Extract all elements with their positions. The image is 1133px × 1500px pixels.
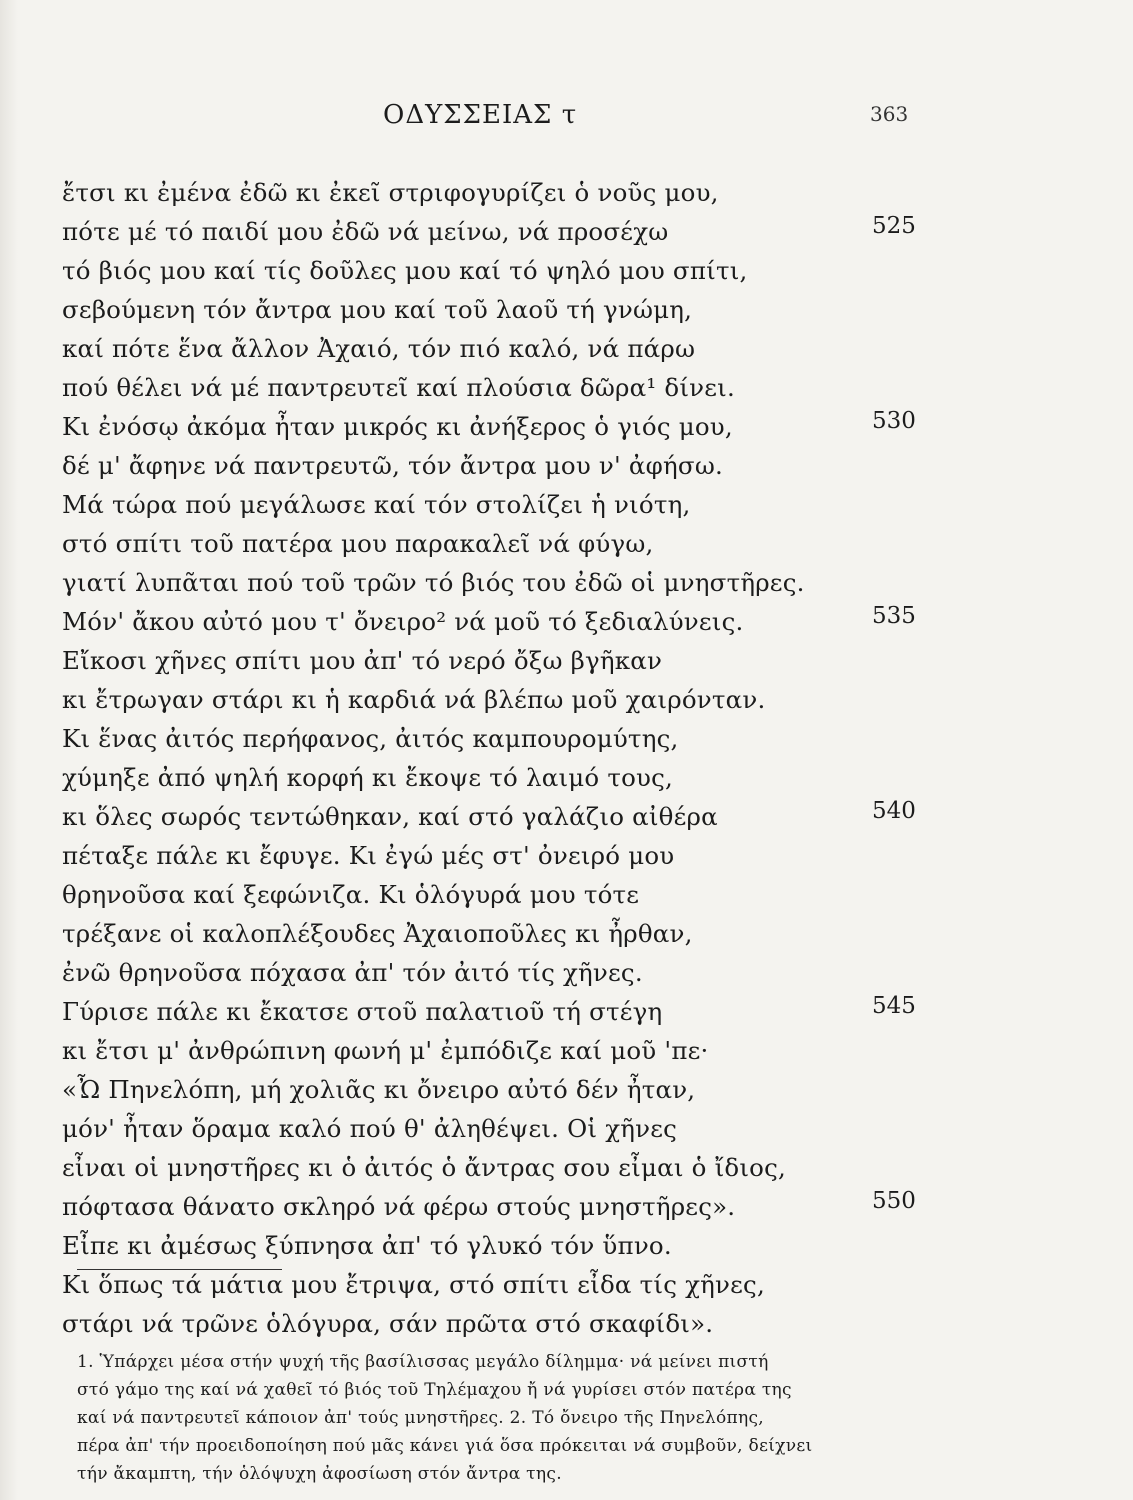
verse-line: χύμηξε ἀπό ψηλή κορφή κι ἔκοψε τό λαιμό τους, xyxy=(62,763,674,792)
page-edge xyxy=(0,0,18,1500)
verse-line: στάρι νά τρῶνε ὁλόγυρα, σάν πρῶτα στό σκαφίδι». xyxy=(62,1309,714,1338)
verse-line: ἔτσι κι ἐμένα ἐδῶ κι ἐκεῖ στριφογυρίζει ὁ νοῦς μου, xyxy=(62,178,719,207)
verse-line: Μόν' ἄκου αὐτό μου τ' ὄνειρο² νά μοῦ τό ξεδιαλύνεις. xyxy=(62,607,744,636)
verse-line: Μά τώρα πού μεγάλωσε καί τόν στολίζει ἡ νιότη, xyxy=(62,490,691,519)
verse-line: θρηνοῦσα καί ξεφώνιζα. Κι ὁλόγυρά μου τότε xyxy=(62,880,640,909)
verse-line: Κι ἐνόσῳ ἀκόμα ἦταν μικρός κι ἀνήξερος ὁ γιός μου, xyxy=(62,412,733,441)
line-number: 550 xyxy=(872,1188,916,1214)
line-number: 545 xyxy=(872,993,916,1019)
verse-line: πού θέλει νά μέ παντρευτεῖ καί πλούσια δῶρα¹ δίνει. xyxy=(62,373,735,402)
line-number: 530 xyxy=(872,408,916,434)
verse-line: κι ἔτρωγαν στάρι κι ἡ καρδιά νά βλέπω μοῦ χαιρόνταν. xyxy=(62,685,766,714)
verse-line: τό βιός μου καί τίς δοῦλες μου καί τό ψηλό μου σπίτι, xyxy=(62,256,748,285)
footnote-line: πέρα ἀπ' τήν προειδοποίηση πού μᾶς κάνει γιά ὅσα πρόκειται νά συμβοῦν, δείχνει xyxy=(77,1436,813,1456)
verse-line: σεβούμενη τόν ἄντρα μου καί τοῦ λαοῦ τή γνώμη, xyxy=(62,295,693,324)
footnote-line: τήν ἄκαμπτη, τήν ὁλόψυχη ἀφοσίωση στόν ἄντρα της. xyxy=(77,1464,562,1484)
verse-line: καί πότε ἕνα ἄλλον Ἀχαιό, τόν πιό καλό, νά πάρω xyxy=(62,334,696,363)
line-number: 540 xyxy=(872,798,916,824)
verse-line: πότε μέ τό παιδί μου ἐδῶ νά μείνω, νά προσέχω xyxy=(62,217,669,246)
verse-line: πόφτασα θάνατο σκληρό νά φέρω στούς μνηστῆρες». xyxy=(62,1192,736,1221)
footnote-line: στό γάμο της καί νά χαθεῖ τό βιός τοῦ Τηλέμαχου ἤ νά γυρίσει στόν πατέρα της xyxy=(77,1380,792,1400)
footnote-line: καί νά παντρευτεῖ κάποιον ἀπ' τούς μνηστῆρες. 2. Τό ὄνειρο τῆς Πηνελόπης, xyxy=(77,1408,765,1428)
line-number: 525 xyxy=(872,213,916,239)
verse-line: γιατί λυπᾶται πού τοῦ τρῶν τό βιός του ἐδῶ οἱ μνηστῆρες. xyxy=(62,568,805,597)
verse-line: «Ὦ Πηνελόπη, μή χολιᾶς κι ὄνειρο αὐτό δέν ἦταν, xyxy=(62,1075,696,1104)
verse-line: πέταξε πάλε κι ἔφυγε. Κι ἐγώ μές στ' ὀνειρό μου xyxy=(62,841,675,870)
verse-line: δέ μ' ἄφηνε νά παντρευτῶ, τόν ἄντρα μου ν' ἀφήσω. xyxy=(62,451,723,480)
footnote-separator xyxy=(77,1269,282,1270)
verse-line: Κι ἕνας ἀιτός περήφανος, ἀιτός καμπουρομύτης, xyxy=(62,724,679,753)
verse-line: Γύρισε πάλε κι ἔκατσε στοῦ παλατιοῦ τή στέγη xyxy=(62,997,663,1026)
verse-line: ἐνῶ θρηνοῦσα πόχασα ἀπ' τόν ἀιτό τίς χῆνες. xyxy=(62,958,643,987)
verse-line: εἶναι οἱ μνηστῆρες κι ὁ ἀιτός ὁ ἄντρας σου εἶμαι ὁ ἴδιος, xyxy=(62,1153,787,1182)
footnote-line: 1. Ὑπάρχει μέσα στήν ψυχή τῆς βασίλισσας μεγάλο δίλημμα· νά μείνει πιστή xyxy=(77,1352,769,1372)
verse-line: κι ὅλες σωρός τεντώθηκαν, καί στό γαλάζιο αἰθέρα xyxy=(62,802,718,831)
verse-line: τρέξανε οἱ καλοπλέξουδες Ἀχαιοποῦλες κι ἦρθαν, xyxy=(62,919,693,948)
verse-line: Εἶπε κι ἀμέσως ξύπνησα ἀπ' τό γλυκό τόν ὕπνο. xyxy=(62,1231,672,1260)
running-header-title: ΟΔΥΣΣΕΙΑΣ τ xyxy=(383,100,578,130)
verse-line: Εἴκοσι χῆνες σπίτι μου ἀπ' τό νερό ὄξω βγῆκαν xyxy=(62,646,663,675)
verse-line: Κι ὅπως τά μάτια μου ἔτριψα, στό σπίτι εἶδα τίς χῆνες, xyxy=(62,1270,765,1299)
verse-line: κι ἔτσι μ' ἀνθρώπινη φωνή μ' ἐμπόδιζε καί μοῦ 'πε· xyxy=(62,1036,709,1065)
page-number: 363 xyxy=(870,102,909,126)
verse-line: μόν' ἦταν ὅραμα καλό πού θ' ἀληθέψει. Οἱ χῆνες xyxy=(62,1114,678,1143)
line-number: 535 xyxy=(872,603,916,629)
verse-line: στό σπίτι τοῦ πατέρα μου παρακαλεῖ νά φύγω, xyxy=(62,529,654,558)
